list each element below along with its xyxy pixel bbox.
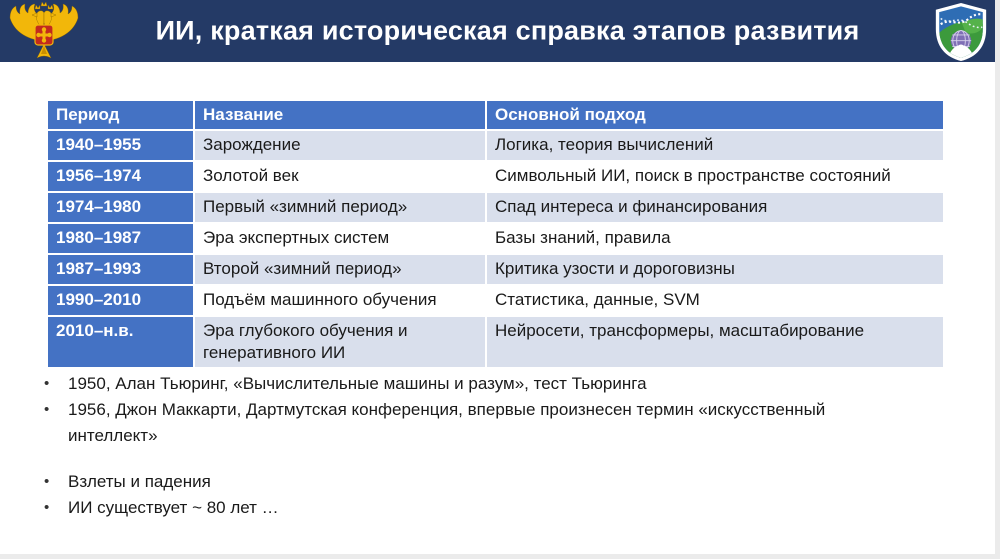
period-cell: 2010–н.в.	[48, 317, 195, 369]
bullet-item: • Взлеты и падения	[42, 469, 914, 495]
table-row	[48, 286, 945, 317]
notes-list-bottom	[42, 469, 914, 521]
title-bar	[0, 0, 995, 62]
period-cell: 1940–1955	[48, 131, 195, 162]
bullet-item: • ИИ существует ~ 80 лет …	[42, 495, 914, 521]
bullet-item: • 1956, Джон Маккарти, Дартмутская конференция, впервые произнесен термин «искусственный интеллект»	[42, 397, 914, 449]
column-header-1: Название	[195, 101, 487, 131]
approach-cell: Критика узости и дороговизны	[487, 255, 945, 286]
name-cell: Зарождение	[195, 131, 487, 162]
name-cell: Подъём машинного обучения	[195, 286, 487, 317]
period-cell: 1990–2010	[48, 286, 195, 317]
approach-cell: Спад интереса и финансирования	[487, 193, 945, 224]
table-row	[48, 193, 945, 224]
name-cell: Первый «зимний период»	[195, 193, 487, 224]
name-cell: Золотой век	[195, 162, 487, 193]
table-row	[48, 131, 945, 162]
approach-cell: Статистика, данные, SVM	[487, 286, 945, 317]
name-cell: Эра глубокого обучения и генеративного ИИ	[195, 317, 487, 369]
double-headed-eagle-icon	[2, 1, 86, 61]
name-cell: Второй «зимний период»	[195, 255, 487, 286]
period-cell: 1980–1987	[48, 224, 195, 255]
period-cell: 1974–1980	[48, 193, 195, 224]
notes-list-top	[42, 371, 914, 449]
table-row	[48, 317, 945, 369]
period-cell: 1956–1974	[48, 162, 195, 193]
table-header-row	[48, 101, 945, 131]
bullet-item: • 1950, Алан Тьюринг, «Вычислительные машины и разум», тест Тьюринга	[42, 371, 914, 397]
approach-cell: Логика, теория вычислений	[487, 131, 945, 162]
table-row	[48, 162, 945, 193]
column-header-2: Основной подход	[487, 101, 945, 131]
ai-history-table	[48, 101, 945, 369]
approach-cell: Нейросети, трансформеры, масштабирование	[487, 317, 945, 369]
science-shield-icon	[932, 2, 990, 62]
approach-cell: Символьный ИИ, поиск в пространстве состояний	[487, 162, 945, 193]
slide-title: ИИ, краткая историческая справка этапов развития	[155, 15, 860, 46]
column-header-0: Период	[48, 101, 195, 131]
table-row	[48, 255, 945, 286]
approach-cell: Базы знаний, правила	[487, 224, 945, 255]
table-row	[48, 224, 945, 255]
name-cell: Эра экспертных систем	[195, 224, 487, 255]
period-cell: 1987–1993	[48, 255, 195, 286]
